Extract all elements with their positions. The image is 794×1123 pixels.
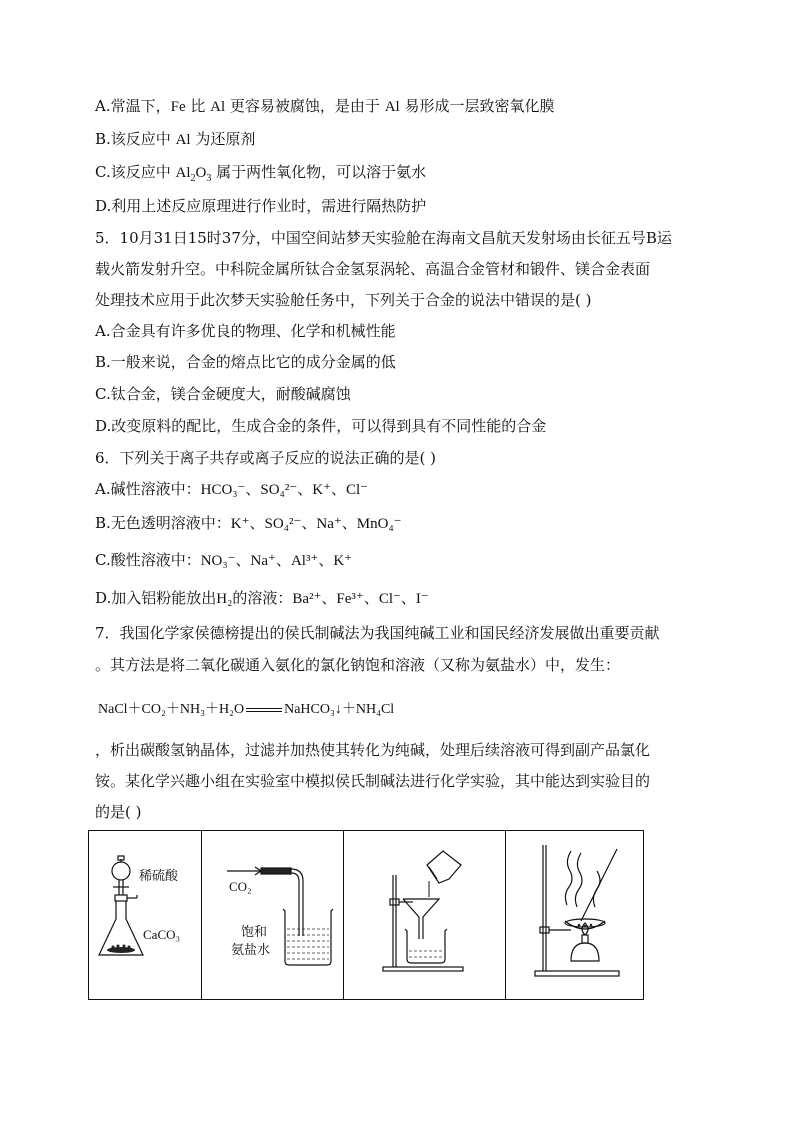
- q4-c-o: O: [195, 165, 207, 181]
- q7-stem-line2: 。其方法是将二氧化碳通入氨化的氯化钠饱和溶液（又称为氨盐水）中，发生：: [95, 656, 621, 674]
- q7-eq-right: NaHCO₃↓＋NH₄Cl: [284, 702, 395, 717]
- q4-a-text2: 比: [185, 97, 211, 115]
- apparatus-figure-table: [88, 830, 644, 1000]
- q7-eq-left: NaCl＋CO₂＋NH₃＋H₂O: [98, 702, 245, 717]
- q6-option-c: [95, 550, 352, 571]
- q4-option-a: [95, 96, 554, 117]
- q6-d-text1: D.加入铝粉能放出: [95, 589, 217, 607]
- q7-eq-equals: [246, 708, 282, 712]
- q4-a-text1: A.常温下，: [95, 97, 171, 115]
- label-saturated: 饱和: [241, 925, 268, 940]
- q4-c-sub2: 3: [206, 173, 212, 184]
- evaporation-diagram: [505, 831, 643, 999]
- q6-c-ions: NO₃⁻、Na⁺、Al³⁺、K⁺: [200, 553, 353, 569]
- figure-cell-4: [505, 831, 643, 999]
- q7-stem-line5: 的是( ): [95, 803, 142, 821]
- q5-stem-line2: 载火箭发射升空。中科院金属所钛合金氢泵涡轮、高温合金管材和锻件、镁合金表面: [95, 260, 651, 278]
- q4-c-text1: C.该反应中: [95, 163, 176, 181]
- q4-option-d: D.利用上述反应原理进行作业时，需进行隔热防护: [95, 197, 427, 215]
- q4-b-text1: B.该反应中: [95, 130, 176, 148]
- q4-a-text4: 易形成一层致密氧化膜: [399, 97, 555, 115]
- co2-bubbling-diagram: [201, 831, 343, 999]
- q6-b-text: B.无色透明溶液中：: [95, 514, 231, 532]
- q4-a-text3: 更容易被腐蚀，是由于: [225, 97, 385, 115]
- figure-cell-1: [89, 831, 202, 999]
- label-co2: CO₂: [229, 879, 252, 894]
- q5-option-d: D.改变原料的配比，生成合金的条件，可以得到具有不同性能的合金: [95, 417, 547, 435]
- q6-a-text: A.碱性溶液中：: [95, 480, 201, 498]
- co2-generator-diagram: [89, 831, 201, 999]
- q6-d-ions: Ba²⁺、Fe³⁺、Cl⁻、I⁻: [292, 591, 429, 607]
- q4-a-al1: Al: [210, 99, 226, 115]
- figure-cell-3: [343, 831, 506, 999]
- q4-a-al2: Al: [384, 99, 400, 115]
- q5-option-a: A.合金具有许多优良的物理、化学和机械性能: [95, 322, 396, 340]
- q5-option-c: C.钛合金，镁合金硬度大，耐酸碱腐蚀: [95, 385, 351, 403]
- q7-equation: [98, 700, 394, 720]
- q7-stem-line3: ，析出碳酸氢钠晶体，过滤并加热使其转化为纯碱，处理后续溶液可得到副产品氯化: [95, 741, 651, 759]
- q6-a-ions: HCO₃⁻、SO₄²⁻、K⁺、Cl⁻: [200, 482, 369, 498]
- q4-c-al: Al: [175, 165, 191, 181]
- q6-stem: 6．下列关于离子共存或离子反应的说法正确的是( ): [95, 449, 437, 467]
- q7-stem-line4: 铵。某化学兴趣小组在实验室中模拟侯氏制碱法进行化学实验，其中能达到实验目的: [95, 772, 651, 790]
- q6-b-ions: K⁺、SO₄²⁻、Na⁺、MnO₄⁻: [230, 516, 402, 532]
- q4-option-b: [95, 129, 255, 150]
- q4-c-sub1: 2: [190, 173, 196, 184]
- q6-d-text2: 的溶液：: [232, 589, 293, 607]
- q5-option-b: B.一般来说，合金的熔点比它的成分金属的低: [95, 353, 396, 371]
- q6-option-d: [95, 588, 429, 609]
- q4-option-c: [95, 162, 426, 183]
- q4-c-text2: 属于两性氧化物，可以溶于氨水: [211, 163, 427, 181]
- label-caco3: CaCO₃: [143, 927, 181, 942]
- q7-stem-line1: 7．我国化学家侯德榜提出的侯氏制碱法为我国纯碱工业和国民经济发展做出重要贡献: [95, 624, 660, 642]
- q6-option-b: [95, 513, 402, 534]
- q6-d-h2: H₂: [216, 591, 233, 607]
- filtration-diagram: [343, 831, 505, 999]
- q4-b-text2: 为还原剂: [190, 130, 256, 148]
- q4-a-fe: Fe: [170, 99, 186, 115]
- label-dilute-sulfuric-acid: 稀硫酸: [139, 869, 179, 884]
- label-ammoniated-brine: 氨盐水: [231, 943, 271, 958]
- q6-option-a: [95, 479, 368, 500]
- q5-stem-line3: 处理技术应用于此次梦天实验舱任务中，下列关于合金的说法中错误的是( ): [95, 291, 592, 309]
- q5-stem-line1: 5．10月31日15时37分，中国空间站梦天实验舱在海南文昌航天发射场由长征五号B运: [95, 229, 672, 247]
- figure-cell-2: [201, 831, 344, 999]
- q4-b-al: Al: [175, 132, 191, 148]
- q6-c-text: C.酸性溶液中：: [95, 551, 201, 569]
